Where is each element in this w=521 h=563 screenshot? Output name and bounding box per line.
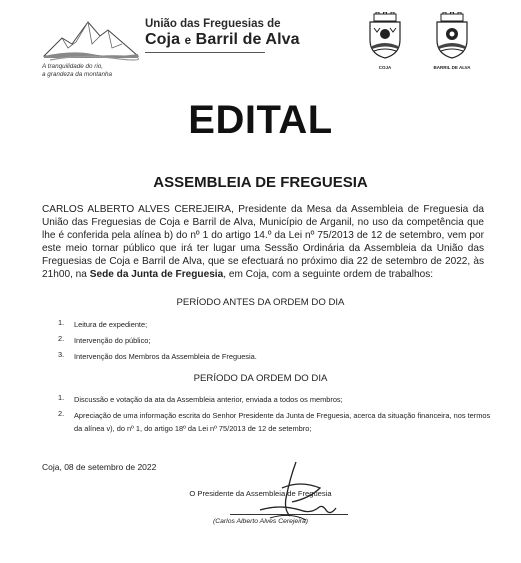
organization-name-line1: União das Freguesias de — [145, 18, 281, 30]
list-item-number: 3. — [58, 350, 65, 359]
organization-logo — [42, 14, 140, 62]
list-item-number: 1. — [58, 318, 65, 327]
organization-name-barril: Barril de Alva — [195, 31, 300, 48]
organization-name-conjunction: e — [184, 35, 192, 47]
document-title: EDITAL — [188, 98, 333, 142]
document-date: Coja, 08 de setembro de 2022 — [42, 462, 157, 472]
notice-body-location: Sede da Junta de Freguesia — [89, 269, 224, 281]
coja-coat-of-arms — [362, 12, 408, 68]
list-item-text: Intervenção do público; — [74, 336, 151, 345]
notice-body-part1: CARLOS ALBERTO ALVES CEREJEIRA, Presidente da Mesa da Assembleia de Freguesia da União das Freguesias de Coja e Barril de Alva, Município de Arganil, no uso da competência que lhe é conferida pela alínea b) do nº 1 do artigo 14.º da Lei nº 75/2013 de 12 de setembro, vem por este meio tornar público que irá ter lugar uma Sessão Ordinária da Assembleia da União das Freguesias de Coja e Barril de Alva, que se efectuará no próximo dia 22 de setembro de 2022, às 21h00, na — [42, 204, 484, 281]
list-item-text: Discussão e votação da ata da Assembleia anterior, enviada a todos os membros; — [74, 395, 343, 404]
list-item-text: Leitura de expediente; — [74, 320, 148, 329]
notice-body — [42, 203, 484, 281]
list-item-text: Intervenção dos Membros da Assembleia de Freguesia. — [74, 352, 257, 361]
list-item-number: 1. — [58, 393, 65, 402]
coja-crest-icon — [362, 12, 408, 60]
tagline-line2: a grandeza da montanha — [42, 71, 113, 78]
tagline-line1: A tranquilidade do rio, — [42, 63, 104, 70]
signature-line — [230, 514, 348, 515]
section-heading-before-agenda: PERÍODO ANTES DA ORDEM DO DIA — [176, 297, 345, 308]
list-item-number: 2. — [58, 409, 65, 418]
header-divider — [145, 52, 265, 53]
organization-name-line2 — [145, 31, 300, 49]
list-item-number: 2. — [58, 334, 65, 343]
tagline — [42, 63, 112, 79]
barril-crest-icon — [430, 12, 474, 60]
crest2-label: BARRIL DE ALVA — [433, 65, 471, 70]
list-item-text: Apreciação de uma informação escrita do Senhor Presidente da Junta de Freguesia, acerca da situação financeira, nos termos da alínea v), do nº 1, do artigo 18º da Lei nº 75/2013 de 12 de setembro; — [74, 411, 491, 433]
organization-name-coja: Coja — [145, 31, 181, 48]
crest1-label: COJA — [378, 65, 392, 70]
section-heading-agenda: PERÍODO DA ORDEM DO DIA — [193, 373, 328, 384]
signatory-role: O Presidente da Assembleia de Freguesia — [189, 489, 332, 498]
notice-body-part2: , em Coja, com a seguinte ordem de trabalhos: — [223, 269, 434, 281]
signatory-name: (Carlos Alberto Alves Cerejeira) — [212, 518, 309, 525]
document-subtitle: ASSEMBLEIA DE FREGUESIA — [153, 174, 368, 191]
barril-de-alva-coat-of-arms — [430, 12, 474, 68]
